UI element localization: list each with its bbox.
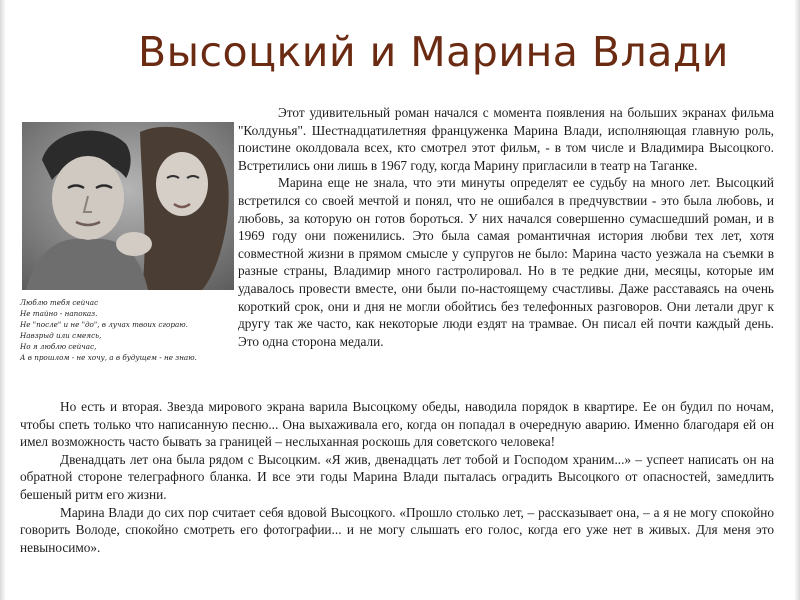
paragraph: Но есть и вторая. Звезда мирового экрана варила Высоцкому обеды, наводила порядок в квартире. Ее он будил по ночам, чтобы спеть только что написанную песню... Она выхаживала его, когда он попадал в очередную аварию. Именно благодаря ей он имел возможность часто бывать за границей – неслыханная роскошь для советского человека! (20, 399, 774, 450)
poem-line: Не "после" и не "до", в лучах твоих сгораю. (20, 320, 188, 329)
right-edge-shadow (794, 0, 800, 600)
poem-line: Люблю тебя сейчас (20, 298, 99, 307)
poem-block (20, 297, 238, 363)
paragraph: Двенадцать лет она была рядом с Высоцким. «Я жив, двенадцать лет тобой и Господом храним...» – успеет написать он на обратной стороне телеграфного бланка. И все эти годы Марина Влади пыталась оградить Высоцкого от опасностей, замедлить бешеный ритм его жизни. (20, 451, 774, 502)
full-width-text (20, 398, 774, 556)
left-edge-shadow (0, 0, 6, 600)
paragraph: Марина еще не знала, что эти минуты определят ее судьбу на много лет. Высоцкий встретился со своей мечтой и понял, что не ошибался в предчувствии - это была любовь, и любовь, за которую он готов бороться. У них начался совершенно сумасшедший роман, и в 1969 году они поженились. Это была самая романтичная история любви тех лет, хотя совместной жизни в прямом смысле у супругов не было: Марина часто уезжала на съемки в разные страны, Владимир много гастролировал. Но в те редкие дни, месяцы, которые им удавалось провести вместе, они были по-настоящему счастливы. Даже расставаясь на очень короткий срок, они и дня не могли обойтись без телефонных разговоров. Они летали друг к другу так же часто, как некоторые люди ездят на трамвае. Он писал ей почти каждый день. Это одна сторона медали. (238, 175, 774, 349)
right-column-text (238, 104, 774, 350)
couple-photo (22, 122, 234, 290)
poem-line: А в прошлом - не хочу, а в будущем - не знаю. (20, 353, 197, 362)
paragraph: Марина Влади до сих пор считает себя вдовой Высоцкого. «Прошло столько лет, – рассказывает она, – а я не могу спокойно говорить Володе, спокойно смотреть его фотографии... и не могу слышать его голос, когда его уже нет в живых. Для меня это невыносимо». (20, 504, 774, 555)
poem-line: Навзрыд или смеясь, (20, 331, 102, 340)
poem-line: Не тайно - напоказ. (20, 309, 98, 318)
slide-title: Высоцкий и Марина Влади (138, 28, 729, 76)
paragraph: Этот удивительный роман начался с момента появления на больших экранах фильма "Колдунья". Шестнадцатилетняя француженка Марина Влади, исполняющая главную роль, поистине околдовала всех, кто смотрел этот фильм, - в том числе и Владимира Высоцкого. Встретились они лишь в 1967 году, когда Марину пригласили в театр на Таганке. (238, 105, 774, 173)
poem-line: Но я люблю сейчас, (20, 342, 97, 351)
